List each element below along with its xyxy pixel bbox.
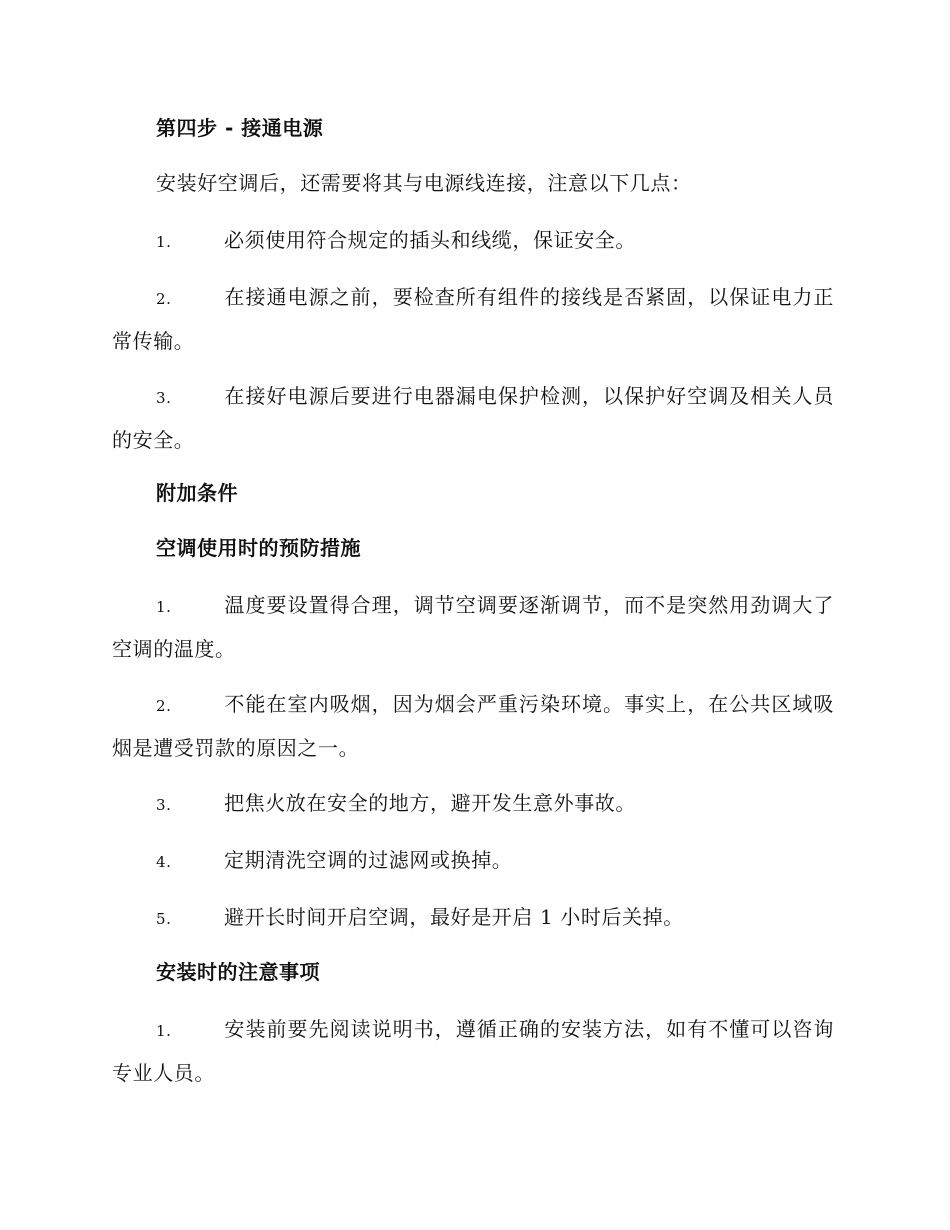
document-body [112, 109, 834, 1107]
section-heading-power: 第四步 - 接通电源 [156, 116, 324, 140]
section-heading-additional: 附加条件 [156, 481, 238, 505]
section-heading-precautions: 空调使用时的预防措施 [156, 536, 361, 560]
list-number: 4. [156, 853, 172, 871]
list-item [112, 683, 834, 769]
list-item [112, 584, 834, 670]
power-intro: 安装好空调后，还需要将其与电源线连接，注意以下几点： [156, 171, 692, 195]
list-number: 5. [156, 910, 172, 928]
list-item [112, 219, 834, 263]
list-item [112, 375, 834, 461]
list-text: 定期清洗空调的过滤网或换掉。 [224, 848, 513, 872]
list-text: 避开长时间开启空调，最好是开启 1 小时后关掉。 [224, 905, 684, 929]
list-number: 1. [156, 1022, 172, 1040]
list-text: 安装前要先阅读说明书，遵循正确的安装方法，如有不懂可以咨询专业人员。 [112, 1017, 834, 1085]
list-text: 不能在室内吸烟，因为烟会严重污染环境。事实上，在公共区域吸烟是遭受罚款的原因之一。 [112, 692, 834, 760]
list-text: 把焦火放在安全的地方，避开发生意外事故。 [224, 791, 636, 815]
list-item [112, 839, 834, 883]
list-item [112, 896, 834, 940]
list-number: 2. [156, 697, 172, 715]
list-item [112, 1008, 834, 1094]
list-item [112, 782, 834, 826]
list-number: 2. [156, 290, 172, 308]
list-text: 在接通电源之前，要检查所有组件的接线是否紧固，以保证电力正常传输。 [112, 285, 834, 353]
list-number: 1. [156, 233, 172, 251]
list-number: 1. [156, 598, 172, 616]
list-text: 必须使用符合规定的插头和线缆，保证安全。 [224, 228, 636, 252]
list-text: 温度要设置得合理，调节空调要逐渐调节，而不是突然用劲调大了空调的温度。 [112, 593, 834, 661]
list-number: 3. [156, 796, 172, 814]
section-heading-install-notes: 安装时的注意事项 [156, 960, 320, 984]
list-number: 3. [156, 389, 172, 407]
list-text: 在接好电源后要进行电器漏电保护检测，以保护好空调及相关人员的安全。 [112, 384, 834, 452]
list-item [112, 276, 834, 362]
